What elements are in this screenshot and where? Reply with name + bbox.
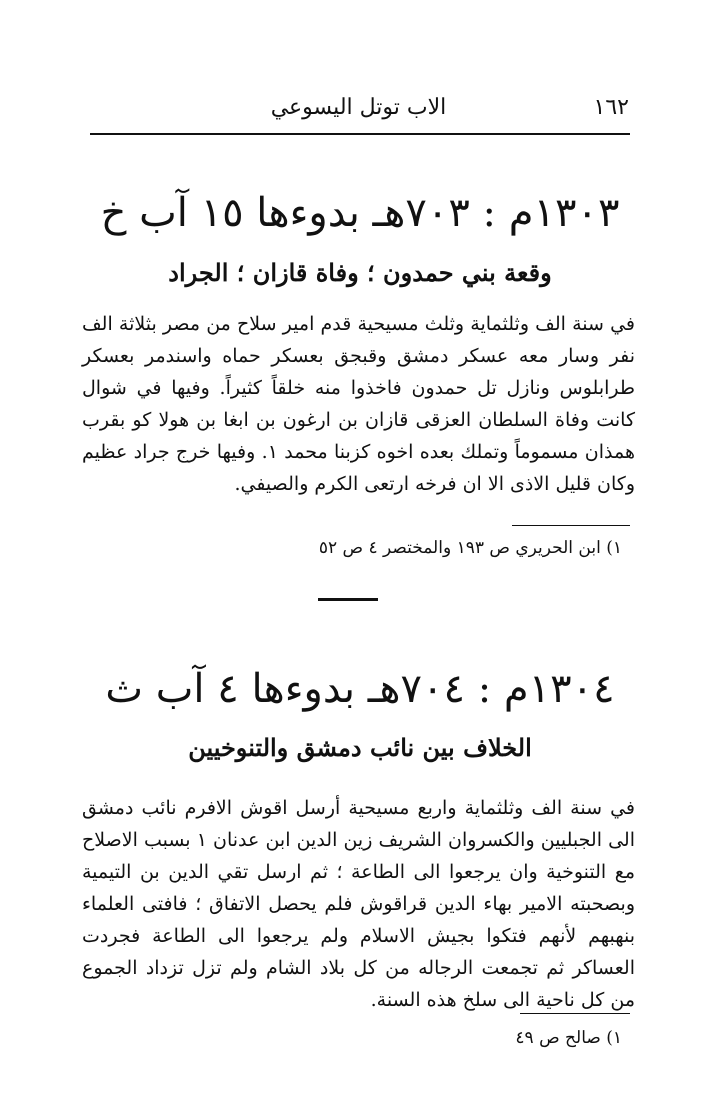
section-subheading: وقعة بني حمدون ؛ وفاة قازان ؛ الجراد (168, 258, 552, 287)
footnote: ١) ابن الحريري ص ١٩٣ والمختصر ٤ ص ٥٢ (318, 538, 622, 558)
section-paragraph: في سنة الف وثلثماية وثلث مسيحية قدم امير سلاح من مصر بثلاثة الف نفر وسار معه عسكر دمشق وقبجق بعسكر حماه واسندمر بعسكر طرابلوس ونازل تل حمدون فاخذوا منه خلقاً كثيراً. وفيها في شوال كانت وفاة السلطان العزقى قازان بن ارغون بن ابغا بن هولا كو بقرب همذان مسموماً وتملك بعده اخوه كزبنا محمد ١. وفيها خرج جراد عظيم وكان قليل الاذى الا ان فرخه ارتعى الكرم والصيفي. (82, 313, 636, 495)
year-heading: ١٣٠٣م : ٧٠٣هـ بدوءها ١٥ آب خ (100, 190, 620, 236)
running-header-title: الاب توتل اليسوعي (270, 95, 447, 120)
section-paragraph: في سنة الف وثلثماية واربع مسيحية أرسل اقوش الافرم نائب دمشق الى الجبليين والكسروان الشريف زين الدين ابن عدنان ١ بسبب الاصلاح مع التنوخية وان يرجعوا الى الطاعة ؛ ثم ارسل تقي الدين بن التيمية وبصحبته الامير بهاء الدين قراقوش فلم يحصل الاتفاق ؛ فافتى العلماء بنهبهم لأنهم فتكوا بجيش الاسلام ولم يرجعوا الى الطاعة فجردت العساكر ثم تجمعت الرجاله من كل بلاد الشام ولم تزل تزداد الجموع من كل ناحية الى سلخ هذه السنة. (82, 797, 635, 1011)
section-subheading: الخلاف بين نائب دمشق والتنوخيين (188, 733, 532, 762)
footnote-rule (520, 1013, 630, 1014)
footnote-rule (512, 525, 630, 526)
year-heading: ١٣٠٤م : ٧٠٤هـ بدوءها ٤ آب ث (105, 666, 615, 712)
header-rule (90, 133, 630, 135)
page-number: ١٦٢ (593, 95, 629, 120)
section-separator (318, 598, 378, 601)
footnote: ١) صالح ص ٤٩ (515, 1028, 622, 1048)
